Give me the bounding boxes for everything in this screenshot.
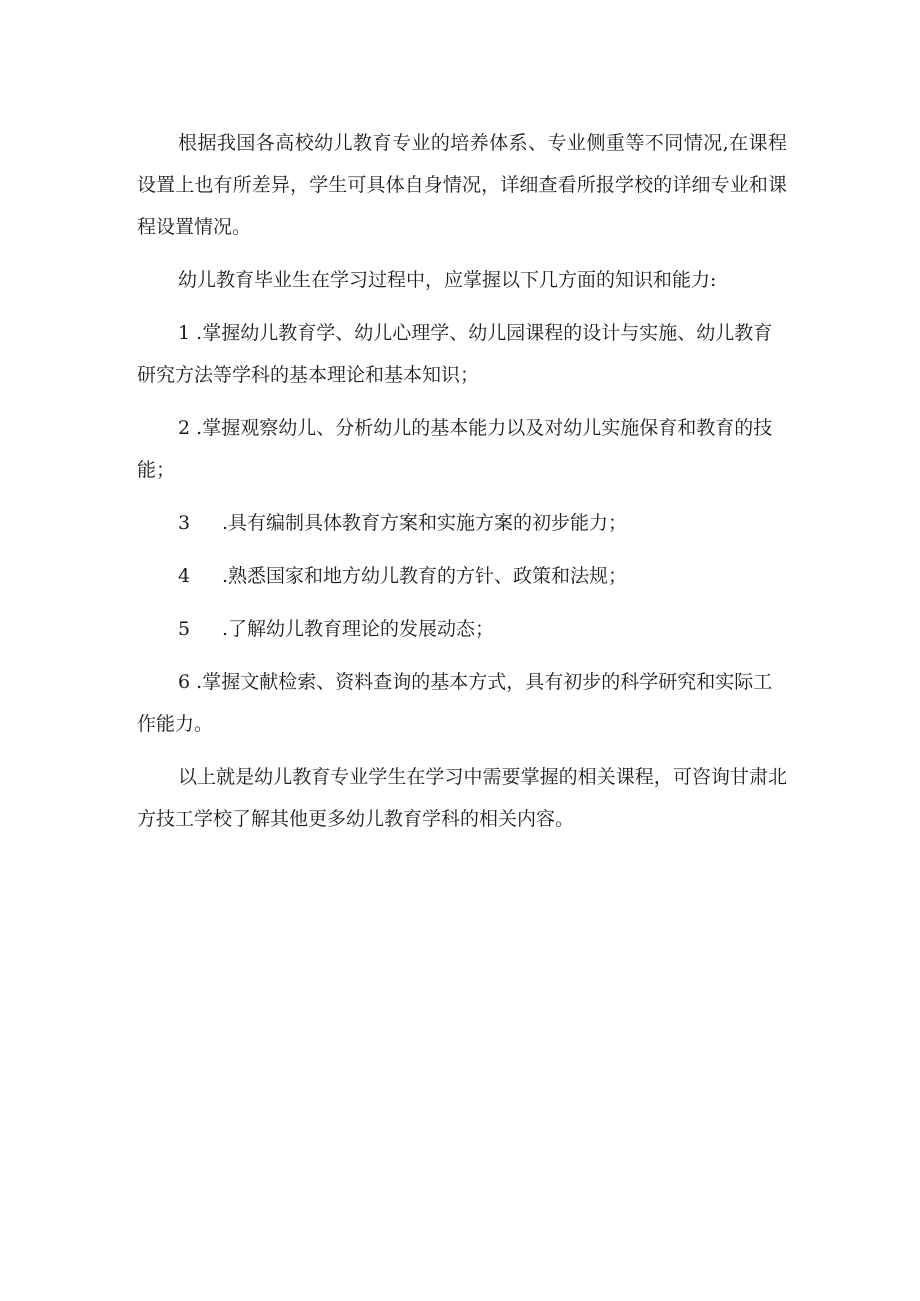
list-item-separator: . bbox=[190, 417, 203, 439]
list-item-5 bbox=[137, 608, 787, 650]
list-item-text: 熟悉国家和地方幼儿教育的方针、政策和法规； bbox=[228, 565, 628, 587]
list-item-separator: . bbox=[222, 565, 229, 587]
intro-paragraph: 根据我国各高校幼儿教育专业的培养体系、专业侧重等不同情况,在课程设置上也有所差异，学生可具体自身情况，详细查看所报学校的详细专业和课程设置情况。 bbox=[137, 132, 787, 238]
list-item-number: 4 bbox=[178, 565, 191, 587]
list-item-text: 具有编制具体教育方案和实施方案的初步能力； bbox=[228, 512, 628, 534]
list-item-3 bbox=[137, 502, 787, 544]
list-item-1 bbox=[137, 312, 787, 396]
list-item-text: 掌握幼儿教育学、幼儿心理学、幼儿园课程的设计与实施、幼儿教育研究方法等学科的基本理论和基本知识； bbox=[137, 322, 773, 386]
list-item-4 bbox=[137, 555, 787, 597]
list-item-number: 1 bbox=[178, 322, 191, 344]
list-item-separator: . bbox=[190, 322, 203, 344]
lead-paragraph: 幼儿教育毕业生在学习过程中，应掌握以下几方面的知识和能力: bbox=[178, 269, 717, 291]
list-item-separator: . bbox=[222, 618, 229, 640]
closing-paragraph: 以上就是幼儿教育专业学生在学习中需要掌握的相关课程，可咨询甘肃北方技工学校了解其他更多幼儿教育学科的相关内容。 bbox=[137, 766, 787, 830]
list-item-2 bbox=[137, 407, 787, 491]
list-item-text: 掌握文献检索、资料查询的基本方式，具有初步的科学研究和实际工作能力。 bbox=[137, 671, 773, 735]
list-item-text: 了解幼儿教育理论的发展动态； bbox=[228, 618, 495, 640]
list-item-number: 2 bbox=[178, 417, 191, 439]
list-item-separator: . bbox=[222, 512, 229, 534]
document-body bbox=[137, 122, 787, 851]
list-item-6 bbox=[137, 661, 787, 745]
list-item-number: 5 bbox=[178, 618, 191, 640]
list-item-number: 3 bbox=[178, 512, 191, 534]
list-item-separator: . bbox=[190, 671, 203, 693]
list-item-number: 6 bbox=[178, 671, 191, 693]
list-item-text: 掌握观察幼儿、分析幼儿的基本能力以及对幼儿实施保育和教育的技能； bbox=[137, 417, 773, 481]
